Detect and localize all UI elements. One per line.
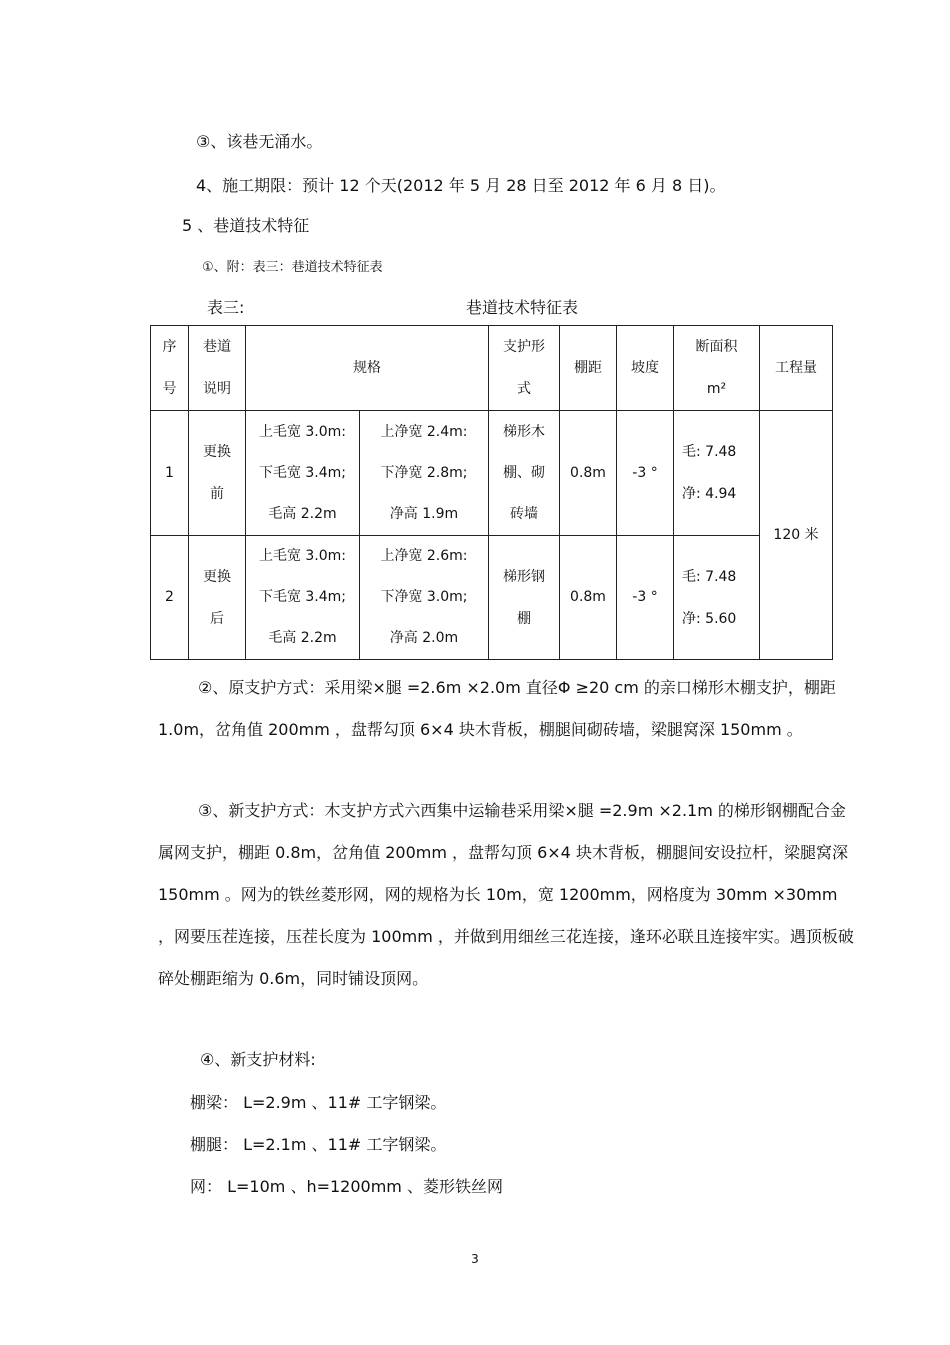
header-seq: 序 号 [162,339,177,397]
new-support-text: ③、新支护方式：木支护方式六西集中运输巷采用梁×腿 =2.9m ×2.1m 的梯形钢棚配合金属网支护，棚距 0.8m，岔角值 200mm ，盘帮勾顶 6×4 块木背板，棚腿间安设拉杆，梁腿窝深 150mm 。网为的铁丝菱形网，网的规格为长 10m，宽 1200mm，网格度为 30mm ×30mm ，网要压茬连接，压茬长度为 100mm ，并做到用细丝三花连接，逢环必联且连接牢实。遇顶板破碎处棚距缩为 0.6m，同时铺设顶网。 [158,801,854,988]
row-slope: -3 ° [632,464,658,481]
header-spec: 规格 [353,359,381,376]
header-spacing: 棚距 [574,359,602,376]
table-row [151,411,833,536]
paragraph-new-support [158,790,858,1000]
item-no-water: ③、该巷无涌水。 [196,132,323,151]
material-leg: 棚腿： L=2.1m 、11# 工字钢梁。 [190,1135,447,1154]
work-amount: 120 米 [773,526,819,543]
row-support: 梯形钢 棚 [503,568,545,627]
header-desc: 巷道 说明 [203,339,231,397]
table-caption-title: 巷道技术特征表 [466,298,579,317]
original-support-text: ②、原支护方式：采用梁×腿 =2.6m ×2.0m 直径Φ ≥20 cm 的亲口梯形木棚支护，棚距 1.0m，岔角值 200mm ，盘帮勾顶 6×4 块木背板，棚腿间砌砖墙，梁腿窝深 150mm 。 [158,678,836,739]
header-work: 工程量 [775,359,817,376]
paragraph-original-support [158,667,858,751]
row-spacing: 0.8m [570,589,606,605]
row-spec-gross: 上毛宽 3.0m: 下毛宽 3.4m; 毛高 2.2m [258,423,347,522]
section-heading-tech-features: 5 、巷道技术特征 [182,216,310,235]
header-support: 支护形 式 [503,339,545,397]
row-area: 毛: 7.48 净: 4.94 [682,444,737,502]
table-caption-label: 表三: [207,298,245,317]
table-header-row [151,326,833,411]
row-support: 梯形木 棚、砌 砖墙 [503,423,545,522]
header-area: 断面积 m² [695,339,738,397]
tech-features-table [150,325,833,660]
material-beam: 棚梁： L=2.9m 、11# 工字钢梁。 [190,1093,447,1112]
page-number: 3 [471,1252,479,1266]
table-row [151,536,833,660]
row-spec-net: 上净宽 2.6m: 下净宽 3.0m; 净高 2.0m [380,548,468,646]
row-desc: 更换 后 [203,568,231,627]
row-spacing: 0.8m [570,464,606,481]
row-seq: 2 [165,589,174,605]
row-spec-gross: 上毛宽 3.0m: 下毛宽 3.4m; 毛高 2.2m [258,548,347,646]
row-desc: 更换 前 [203,444,231,502]
new-support-materials-heading: ④、新支护材料: [200,1050,316,1069]
header-slope: 坡度 [631,359,659,376]
table-reference: ①、附：表三：巷道技术特征表 [202,260,383,275]
construction-period: 4、施工期限：预计 12 个天(2012 年 5 月 28 日至 2012 年 6 月 8 日)。 [196,176,726,195]
row-area: 毛: 7.48 净: 5.60 [682,568,737,627]
material-net: 网： L=10m 、h=1200mm 、菱形铁丝网 [190,1177,503,1196]
row-slope: -3 ° [632,589,658,605]
row-spec-net: 上净宽 2.4m: 下净宽 2.8m; 净高 1.9m [380,423,468,522]
row-seq: 1 [165,464,174,481]
